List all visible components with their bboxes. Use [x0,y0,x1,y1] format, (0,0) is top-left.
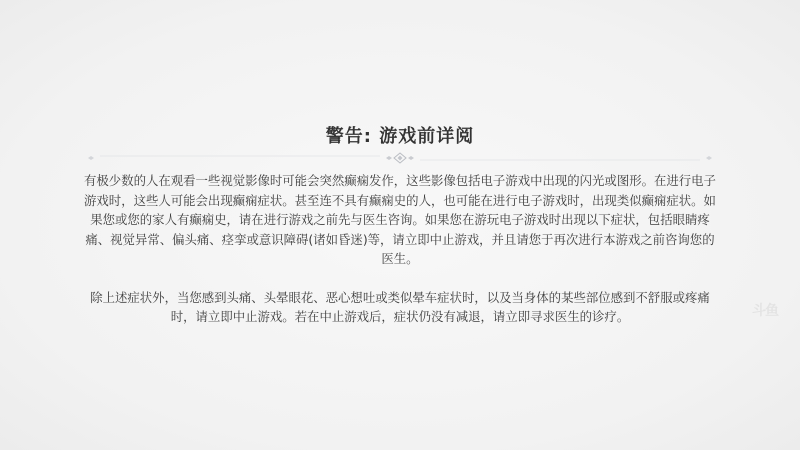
warning-title: 警告: 游戏前详阅 [325,126,475,147]
warning-paragraph-1: 有极少数的人在观看一些视觉影像时可能会突然癫痫发作，这些影像包括电子游戏中出现的闪光或图形。在进行电子游戏时，这些人可能会出现癫痫症状。甚至连不具有癫痫史的人，也可能在进行电子游戏时，出现类似癫痫症状。如果您或您的家人有癫痫史，请在进行游戏之前先与医生咨询。如果您在游玩电子游戏时出现以下症状，包括眼睛疼痛、视觉异常、偏头痛、痉挛或意识障碍(诸如昏迷)等，请立即中止游戏，并且请您于再次进行本游戏之前咨询您的医生。 [84,173,716,266]
watermark-logo: 斗鱼 [752,303,778,319]
warning-paragraph-2: 除上述症状外，当您感到头痛、头晕眼花、恶心想吐或类似晕车症状时，以及当身体的某些部位感到不舒服或疼痛时，请立即中止游戏。若在中止游戏后，症状仍没有减退，请立即寻求医生的诊疗。 [90,289,710,324]
title-divider [80,152,720,164]
warning-body [82,171,718,327]
